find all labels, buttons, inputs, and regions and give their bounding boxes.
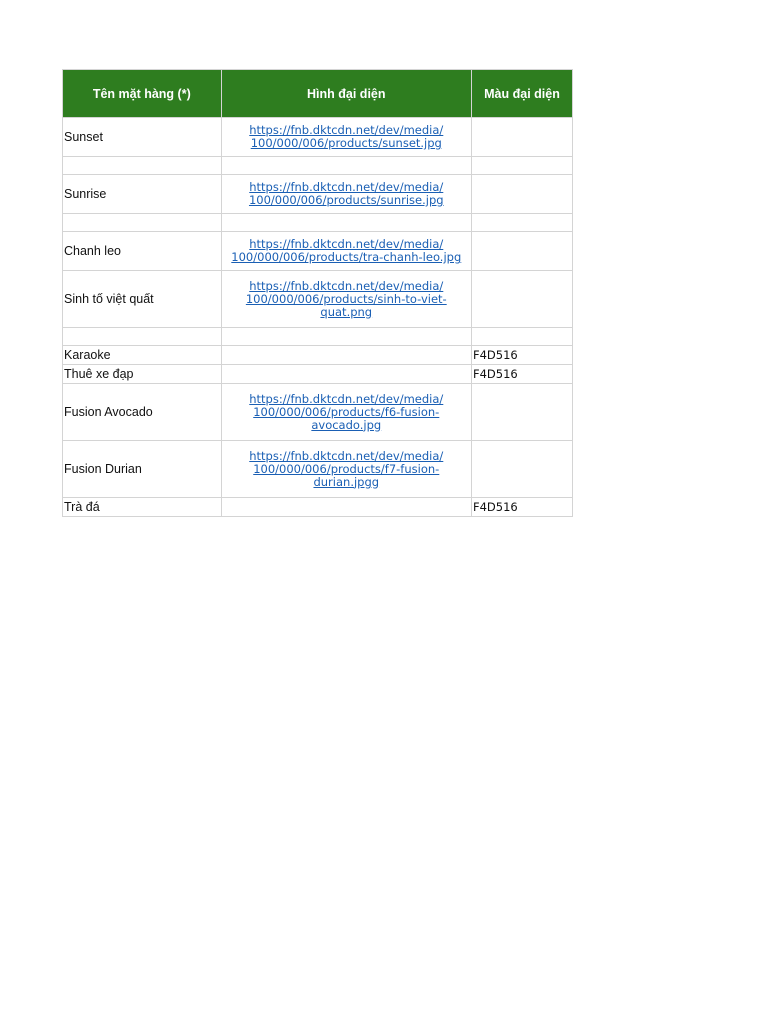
image-url-cell (221, 157, 471, 175)
color-cell: F4D516 (472, 365, 573, 384)
product-name-cell: Sunrise (63, 175, 222, 214)
image-url-link[interactable]: https://fnb.dktcdn.net/dev/media/ 100/000/006/products/sunset.jpg (249, 123, 444, 150)
table-row (63, 157, 573, 175)
table-row (63, 384, 573, 441)
color-cell: F4D516 (472, 498, 573, 517)
image-url-cell (221, 346, 471, 365)
table-row (63, 118, 573, 157)
color-cell (472, 175, 573, 214)
product-name-cell (63, 157, 222, 175)
table-row (63, 232, 573, 271)
color-cell (472, 118, 573, 157)
image-url-link[interactable]: https://fnb.dktcdn.net/dev/media/ 100/000/006/products/sinh-to-viet- quat.png (245, 278, 447, 319)
table-row (63, 365, 573, 384)
image-url-cell (221, 271, 471, 328)
image-url-cell (221, 365, 471, 384)
product-name-cell (63, 214, 222, 232)
product-name-cell: Sunset (63, 118, 222, 157)
image-url-cell (221, 214, 471, 232)
color-cell (472, 232, 573, 271)
header-product-name: Tên mặt hàng (*) (63, 70, 222, 118)
color-cell (472, 384, 573, 441)
product-name-cell: Trà đá (63, 498, 222, 517)
image-url-cell (221, 498, 471, 517)
product-name-cell: Karaoke (63, 346, 222, 365)
product-name-cell: Fusion Avocado (63, 384, 222, 441)
image-url-cell (221, 441, 471, 498)
product-name-cell: Chanh leo (63, 232, 222, 271)
image-url-link[interactable]: https://fnb.dktcdn.net/dev/media/ 100/000/006/products/tra-chanh-leo.jpg (231, 237, 462, 264)
color-cell: F4D516 (472, 346, 573, 365)
product-name-cell: Fusion Durian (63, 441, 222, 498)
image-url-cell (221, 118, 471, 157)
image-url-cell (221, 232, 471, 271)
color-cell (472, 328, 573, 346)
product-table (62, 69, 573, 517)
table-row (63, 271, 573, 328)
color-cell (472, 271, 573, 328)
table-row (63, 175, 573, 214)
header-image: Hình đại diện (221, 70, 471, 118)
product-name-cell: Sinh tố việt quất (63, 271, 222, 328)
header-row (63, 70, 573, 118)
header-color: Màu đại diện (472, 70, 573, 118)
image-url-link[interactable]: https://fnb.dktcdn.net/dev/media/ 100/000/006/products/f6-fusion- avocado.jpg (249, 391, 444, 432)
color-cell (472, 441, 573, 498)
image-url-link[interactable]: https://fnb.dktcdn.net/dev/media/ 100/000/006/products/sunrise.jpg (248, 180, 444, 207)
table-row (63, 441, 573, 498)
color-cell (472, 157, 573, 175)
product-name-cell (63, 328, 222, 346)
table-row (63, 346, 573, 365)
table-row (63, 498, 573, 517)
table-row (63, 214, 573, 232)
product-name-cell: Thuê xe đạp (63, 365, 222, 384)
image-url-cell (221, 175, 471, 214)
image-url-link[interactable]: https://fnb.dktcdn.net/dev/media/ 100/000/006/products/f7-fusion- durian.jpgg (249, 448, 444, 489)
color-cell (472, 214, 573, 232)
image-url-cell (221, 384, 471, 441)
image-url-cell (221, 328, 471, 346)
table-row (63, 328, 573, 346)
